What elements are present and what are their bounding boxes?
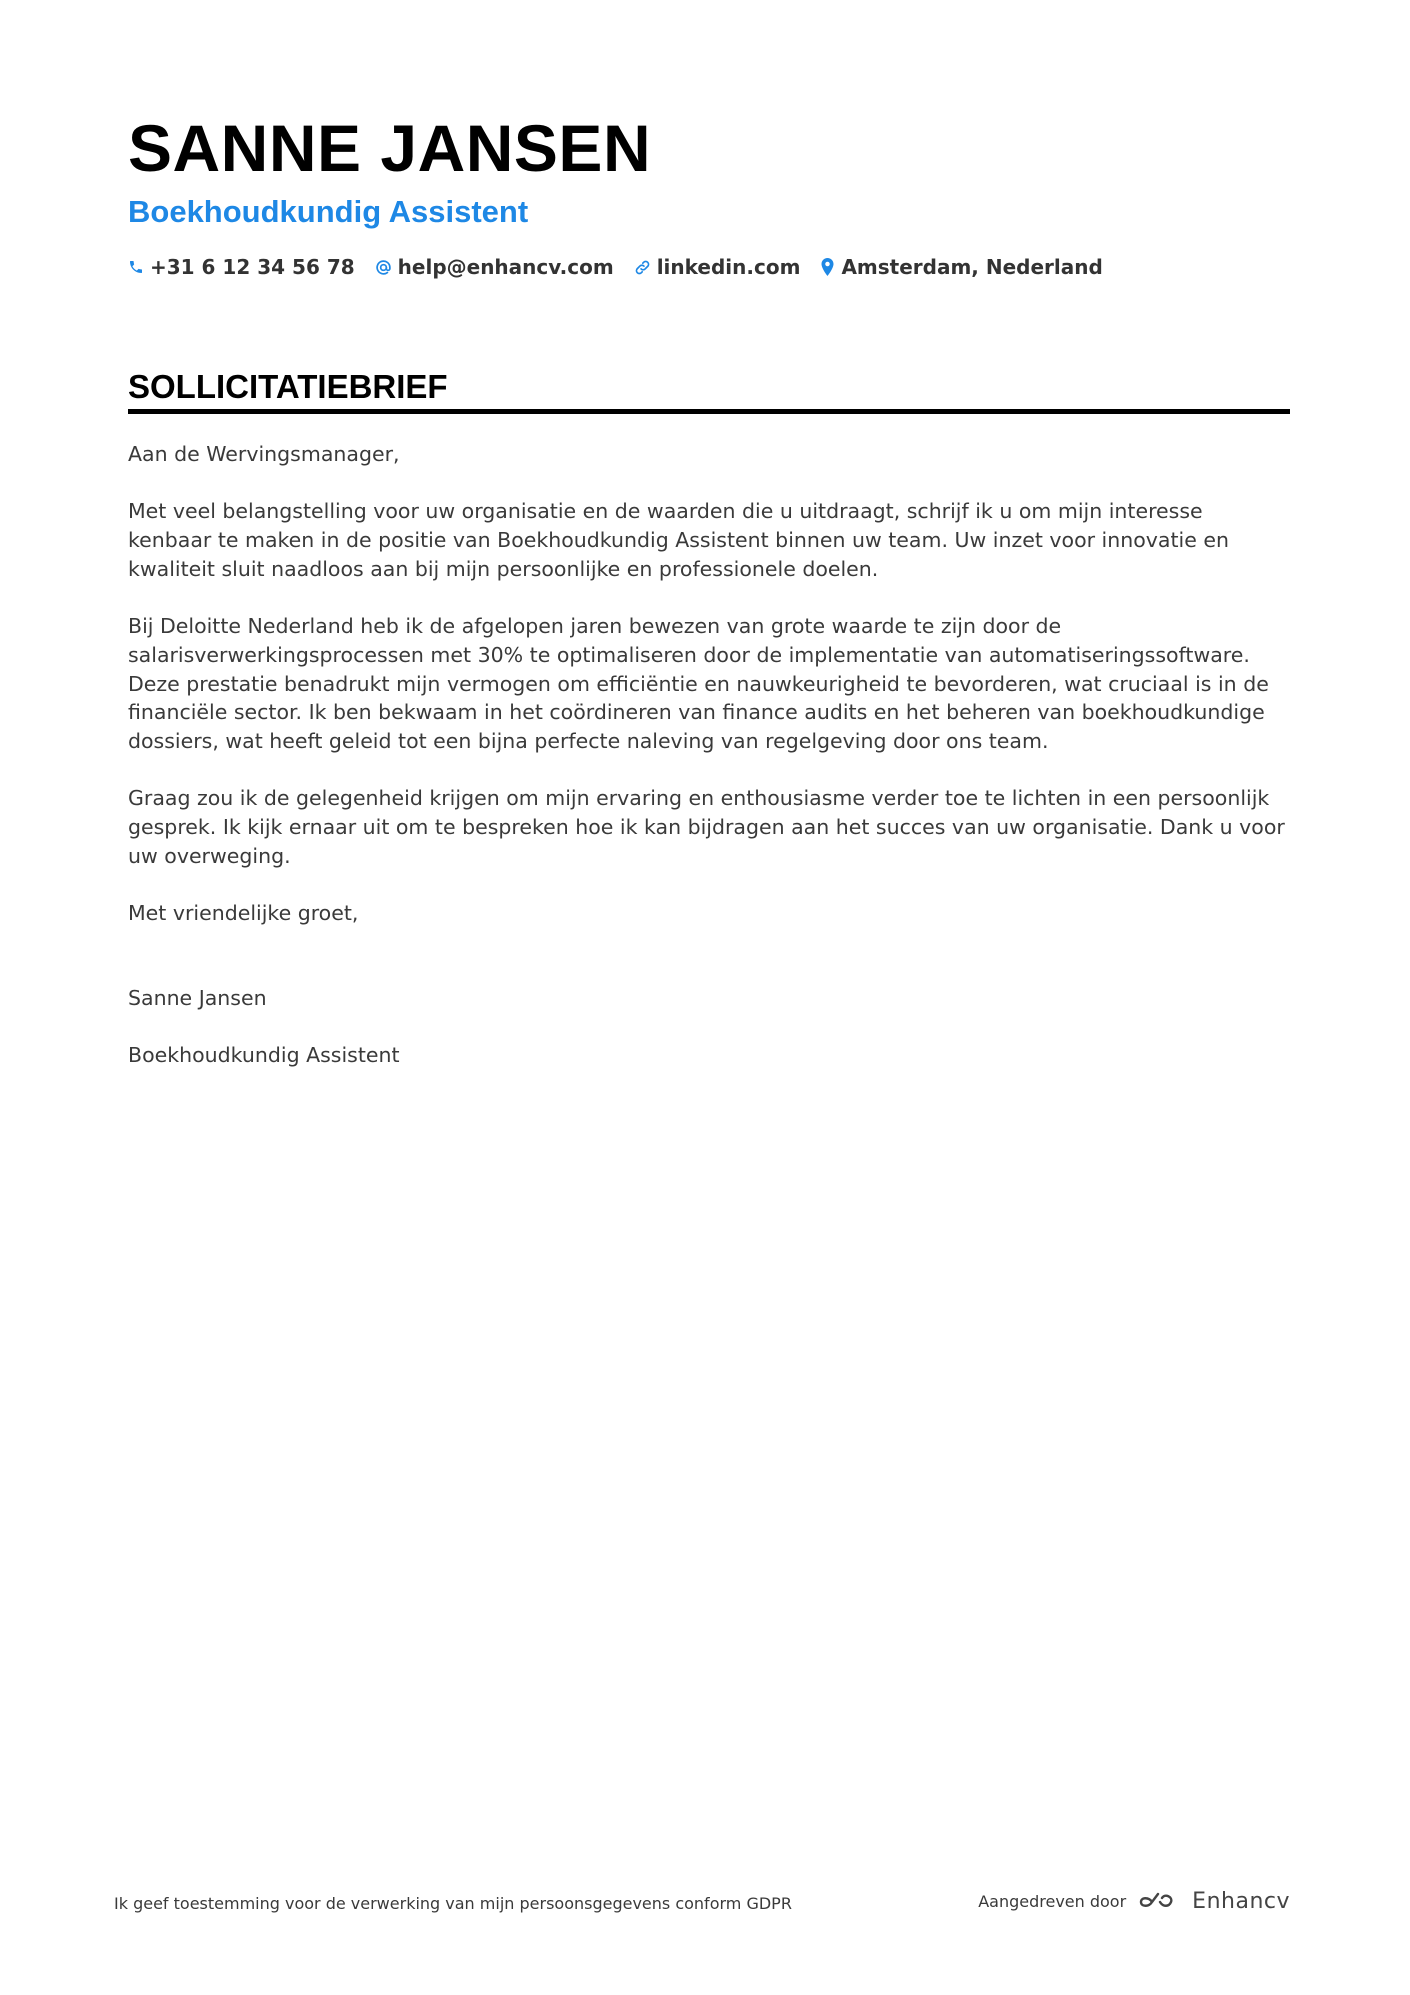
paragraph-3: Graag zou ik de gelegenheid krijgen om mijn ervaring en enthousiasme verder toe te lichten in een persoonlijk gesprek. Ik kijk ernaar uit om te bespreken hoe ik kan bijdragen aan het succes van uw organisatie. Dank u voor uw overweging. — [128, 786, 1285, 868]
contact-location — [820, 255, 1102, 279]
closing: Met vriendelijke groet, — [128, 901, 359, 926]
at-icon — [375, 259, 392, 276]
link-icon — [634, 259, 651, 276]
contact-website[interactable] — [634, 255, 801, 279]
powered-by-label: Aangedreven door — [978, 1892, 1127, 1911]
contact-bar — [128, 252, 1123, 282]
signature-title: Boekhoudkundig Assistent — [128, 1043, 400, 1068]
powered-by[interactable] — [978, 1889, 1290, 1914]
location-pin-icon — [820, 258, 835, 276]
contact-phone-text: +31 6 12 34 56 78 — [150, 255, 355, 279]
gdpr-consent: Ik geef toestemming voor de verwerking van mijn persoonsgegevens conform GDPR — [114, 1894, 792, 1913]
signature-name: Sanne Jansen — [128, 985, 267, 1010]
contact-location-text: Amsterdam, Nederland — [841, 255, 1103, 279]
phone-icon — [128, 259, 144, 275]
contact-website-text: linkedin.com — [656, 255, 801, 279]
section-title: SOLLICITATIEBRIEF — [128, 368, 448, 405]
brand-name: Enhancv — [1192, 1889, 1290, 1914]
candidate-name: SANNE JANSEN — [128, 111, 652, 185]
enhancv-logo-icon — [1138, 1890, 1184, 1914]
paragraph-2: Bij Deloitte Nederland heb ik de afgelopen jaren bewezen van grote waarde te zijn door de salarisverwerkingsprocessen met 30% te optimaliseren door de implementatie van automatiseringssoftware. Deze prestatie benadrukt mijn vermogen om efficiëntie en nauwkeurigheid te bevorderen, wat cruciaal is in de financiële sector. Ik ben bekwaam in het coördineren van finance audits en het beheren van boekhoudkundige dossiers, wat heeft geleid tot een bijna perfecte naleving van regelgeving door ons team. — [128, 614, 1269, 753]
candidate-job-title: Boekhoudkundig Assistent — [128, 194, 529, 229]
contact-phone[interactable] — [128, 255, 355, 279]
contact-email[interactable] — [375, 255, 614, 279]
letter-body — [128, 440, 1288, 1099]
salutation: Aan de Wervingsmanager, — [128, 442, 400, 466]
paragraph-1: Met veel belangstelling voor uw organisatie en de waarden die u uitdraagt, schrijf ik u om mijn interesse kenbaar te maken in de positie van Boekhoudkundig Assistent binnen uw team. Uw inzet voor innovatie en kwaliteit sluit naadloos aan bij mijn persoonlijke en professionele doelen. — [128, 499, 1229, 581]
contact-email-text: help@enhancv.com — [397, 255, 614, 279]
section-divider — [128, 409, 1290, 414]
